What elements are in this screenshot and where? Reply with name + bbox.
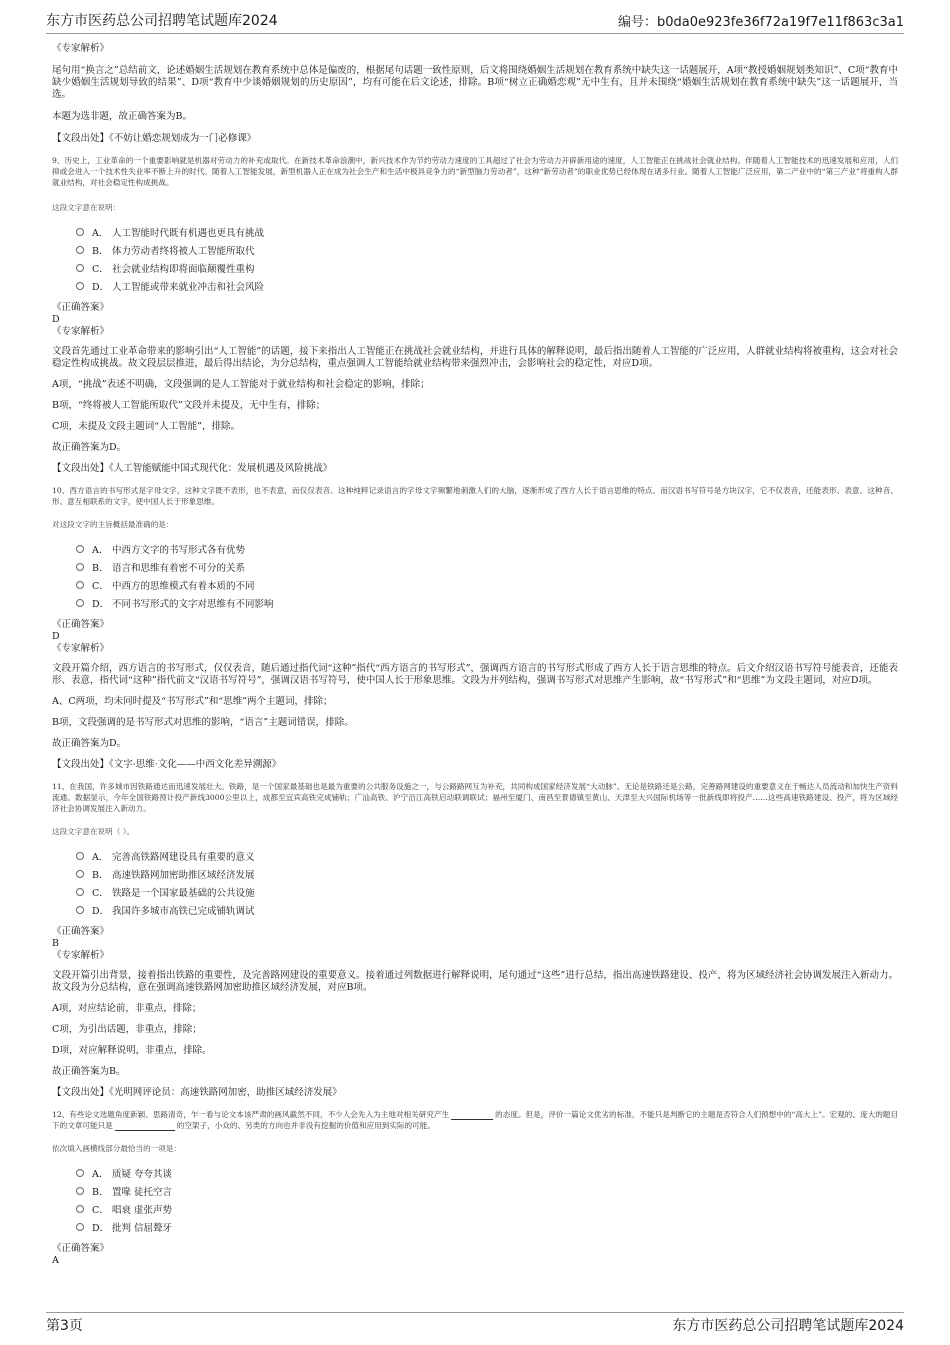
q11-option-d[interactable]: D． 我国许多城市高铁已完成铺轨调试	[76, 901, 898, 919]
q10-options	[76, 540, 898, 612]
document-body	[52, 42, 898, 1266]
q9-note-3: C项，未提及文段主题词“人工智能”，排除。	[52, 421, 240, 432]
q10-option-c[interactable]: C． 中西方的思维模式有着本质的不同	[76, 576, 898, 594]
radio-icon[interactable]	[76, 545, 84, 553]
blank-2	[115, 1122, 175, 1131]
radio-icon[interactable]	[76, 852, 84, 860]
footer-page-number: 第3页	[46, 1318, 83, 1334]
q11-conclusion: 故正确答案为B。	[52, 1066, 126, 1077]
q10-note-1: A、C两项，均未同时提及“书写形式”和“思维”两个主题词，排除；	[52, 696, 333, 707]
page-footer	[46, 1312, 904, 1342]
q9-answer-label: 《正确答案》	[52, 302, 110, 313]
q9-analysis-label: 《专家解析》	[52, 326, 110, 337]
q8-analysis-label: 《专家解析》	[52, 43, 110, 54]
q11-analysis: 文段开篇引出背景，接着指出铁路的重要性，及完善路网建设的重要意义。接着通过列数据进行解释说明，尾句通过“这些”进行总结，指出高速铁路建设、投产，将为区域经济社会协调发展注入新动力。故文段为分总结构，意在强调高速铁路网加密助推区域经济发展，对应B项。	[52, 970, 898, 993]
q10-note-2: B项，文段强调的是书写形式对思维的影响，“语言”主题词错误，排除。	[52, 717, 354, 728]
q9-option-b[interactable]: B． 体力劳动者终将被人工智能所取代	[76, 241, 898, 259]
header-title: 东方市医药总公司招聘笔试题库2024	[46, 13, 278, 29]
radio-icon[interactable]	[76, 1205, 84, 1213]
q11-note-3: D项，对应解释说明，非重点，排除。	[52, 1045, 212, 1056]
radio-icon[interactable]	[76, 599, 84, 607]
header-serial: 编号：b0da0e923fe36f72a19f7e11f863c3a1	[617, 15, 904, 30]
q9-source: 【文段出处】《人工智能赋能中国式现代化：发展机遇及风险挑战》	[52, 463, 333, 474]
q9-option-d[interactable]: D． 人工智能或带来就业冲击和社会风险	[76, 277, 898, 295]
q12-answer: A	[52, 1255, 59, 1266]
q9-option-a[interactable]: A． 人工智能时代既有机遇也更具有挑战	[76, 223, 898, 241]
q11-note-2: C项，为引出话题，非重点，排除；	[52, 1024, 202, 1035]
q10-conclusion: 故正确答案为D。	[52, 738, 127, 749]
radio-icon[interactable]	[76, 264, 84, 272]
q10-answer-label: 《正确答案》	[52, 619, 110, 630]
q12-answer-label: 《正确答案》	[52, 1243, 110, 1254]
q12-options	[76, 1164, 898, 1236]
q9-note-2: B项，“终将被人工智能所取代”文段并未提及，无中生有，排除；	[52, 400, 326, 411]
radio-icon[interactable]	[76, 1223, 84, 1231]
blank-1	[451, 1111, 493, 1120]
q11-prompt: 这段文字意在说明（ ）。	[52, 827, 135, 836]
q9-option-c[interactable]: C． 社会就业结构即将面临颠覆性重构	[76, 259, 898, 277]
q12-prompt: 依次填入画横线部分最恰当的一项是：	[52, 1144, 182, 1153]
q11-note-1: A项，对应结论前，非重点，排除；	[52, 1003, 202, 1014]
radio-icon[interactable]	[76, 870, 84, 878]
page-header	[46, 0, 904, 34]
q11-stem: 11、在我国，许多城市因铁路通达而迅速发展壮大。铁路，是一个国家最基础也是最为重要的公共服务设施之一，与公路路网互为补充，共同构成国家经济发展“大动脉”。无论是铁路还是公路，完善路网建设的重要意义在于畅达人员流动和加快生产资料流通。数据显示，今年全国铁路预计投产新线3000公里以上，成都至宜宾高铁完成铺轨；广汕高铁、沪宁沿江高铁启动联调联试；福州至厦门、南昌至景德镇至黄山、天津至大兴国际机场等一批新线即将投产……这些高速铁路建设、投产，将为区域经济社会协调发展注入新动力。	[52, 782, 898, 813]
q10-analysis: 文段开篇介绍，西方语言的书写形式，仅仅表音，随后通过指代词“这种”指代“西方语言的书写形式”，强调西方语言的书写形式形成了西方人长于语言思维的特点。后文介绍汉语书写符号能表音，还能表形、表意，指代词“这种”指代前文“汉语书写符号”，强调汉语书写符号，使中国人长于形象思维。文段为并列结构，强调书写形式对思维产生影响，故“书写形式”和“思维”为文段主题词，对应D项。	[52, 663, 898, 686]
radio-icon[interactable]	[76, 246, 84, 254]
q12-option-c[interactable]: C． 唱衰 虚张声势	[76, 1200, 898, 1218]
q9-note-1: A项，“挑战”表述不明确，文段强调的是人工智能对于就业结构和社会稳定的影响，排除；	[52, 379, 430, 390]
radio-icon[interactable]	[76, 228, 84, 236]
q11-option-c[interactable]: C． 铁路是一个国家最基础的公共设施	[76, 883, 898, 901]
q8-analysis: 尾句用“换言之”总结前文，论述婚姻生活规划在教育系统中总体是偏废的，根据尾句话题一致性原则，后文将围绕婚姻生活规划在教育系统中缺失这一话题展开，A项“教授婚姻规划类知识”、C项“教育中缺少婚姻生活规划导致的结果”、D项“教育中少谈婚姻规划的历史原因”，均有可能在后文论述，排除。B项“树立正确婚恋观”无中生有，且并未围绕“婚姻生活规划在教育系统中缺失”这一话题展开，当选。	[52, 65, 898, 100]
q10-analysis-label: 《专家解析》	[52, 643, 110, 654]
q10-option-d[interactable]: D． 不同书写形式的文字对思维有不同影响	[76, 594, 898, 612]
radio-icon[interactable]	[76, 563, 84, 571]
q12-option-a[interactable]: A． 质疑 夸夸其谈	[76, 1164, 898, 1182]
q8-conclusion: 本题为选非题，故正确答案为B。	[52, 111, 192, 122]
radio-icon[interactable]	[76, 581, 84, 589]
q9-answer: D	[52, 314, 60, 325]
q9-stem: 9、历史上，工业革命的一个重要影响就是机器对劳动力的补充或取代。在新技术革命浪潮中，新兴技术作为节约劳动力速度的工具超过了社会为劳动力开辟新用途的速度，人工智能正在挑战社会就业结构。伴随着人工智能技术的迅速发展和应用，人们抑或会进入一个技术性失业率不断上升的时代。随着人工智能发展，新型机器人正在成为社会生产和生活中极具竞争力的“新型脑力劳动者”，这种“新劳动者”的职业优势已经体现在诸多行业。随着人工智能广泛应用，第二产业中的“第三产业”将重构人群就业结构，对社会稳定性构成挑战。	[52, 156, 898, 187]
q10-prompt: 对这段文字的主旨概括最准确的是：	[52, 520, 174, 529]
radio-icon[interactable]	[76, 282, 84, 290]
q12-stem: 12、有些论文选题角度新颖、思路清奇，乍一看与论文本该严肃的画风截然不同，不少人会先入为主地对相关研究产生 的态度。但是，评价一篇论文优劣的标准，不能只是判断它的主题是否符合人们预想中的“高大上”。宏观的、庞大的题目下的文章可能只是 的空架子，小众的、另类的方向也并非没有挖掘的价值和应用到实际的可能。	[52, 1110, 898, 1130]
q12-option-b[interactable]: B． 置喙 徒托空言	[76, 1182, 898, 1200]
q10-source: 【文段出处】《文字·思维·文化——中西文化差异溯源》	[52, 759, 282, 770]
q12-option-d[interactable]: D． 批判 信屈聱牙	[76, 1218, 898, 1236]
radio-icon[interactable]	[76, 1169, 84, 1177]
radio-icon[interactable]	[76, 888, 84, 896]
q10-stem: 10、西方语言的书写形式是字母文字，这种文字既不表形，也不表意，而仅仅表音。这种纯粹记录语言的字母文字频繁地刺激人们的大脑，逐渐形成了西方人长于语言思维的特点。而汉语书写符号是方块汉字，它不仅表音，还能表形、表意。这种音、形、意互相联系的文字，使中国人长于形象思维。	[52, 486, 898, 506]
q11-answer: B	[52, 938, 59, 949]
q11-source: 【文段出处】《光明网评论员：高速铁路网加密，助推区域经济发展》	[52, 1087, 342, 1098]
q11-analysis-label: 《专家解析》	[52, 950, 110, 961]
q11-answer-label: 《正确答案》	[52, 926, 110, 937]
q8-source: 【文段出处】《不妨让婚恋规划成为一门必修课》	[52, 133, 257, 144]
radio-icon[interactable]	[76, 906, 84, 914]
q11-option-a[interactable]: A． 完善高铁路网建设具有重要的意义	[76, 847, 898, 865]
q9-options	[76, 223, 898, 295]
q11-options	[76, 847, 898, 919]
q10-answer: D	[52, 631, 60, 642]
q9-analysis: 文段首先通过工业革命带来的影响引出“人工智能”的话题，接下来指出人工智能正在挑战社会就业结构，并进行具体的解释说明，最后指出随着人工智能的广泛应用，人群就业结构将被重构，这会对社会稳定性构成挑战。故文段层层推进，最后得出结论，为分总结构，重点强调人工智能给就业结构带来强烈冲击，会影响社会的稳定性，对应D项。	[52, 346, 898, 369]
q9-prompt: 这段文字意在说明：	[52, 203, 121, 212]
q9-conclusion: 故正确答案为D。	[52, 442, 127, 453]
footer-title: 东方市医药总公司招聘笔试题库2024	[672, 1318, 904, 1334]
q10-option-b[interactable]: B． 语言和思维有着密不可分的关系	[76, 558, 898, 576]
radio-icon[interactable]	[76, 1187, 84, 1195]
q10-option-a[interactable]: A． 中西方文字的书写形式各有优势	[76, 540, 898, 558]
q11-option-b[interactable]: B． 高速铁路网加密助推区域经济发展	[76, 865, 898, 883]
